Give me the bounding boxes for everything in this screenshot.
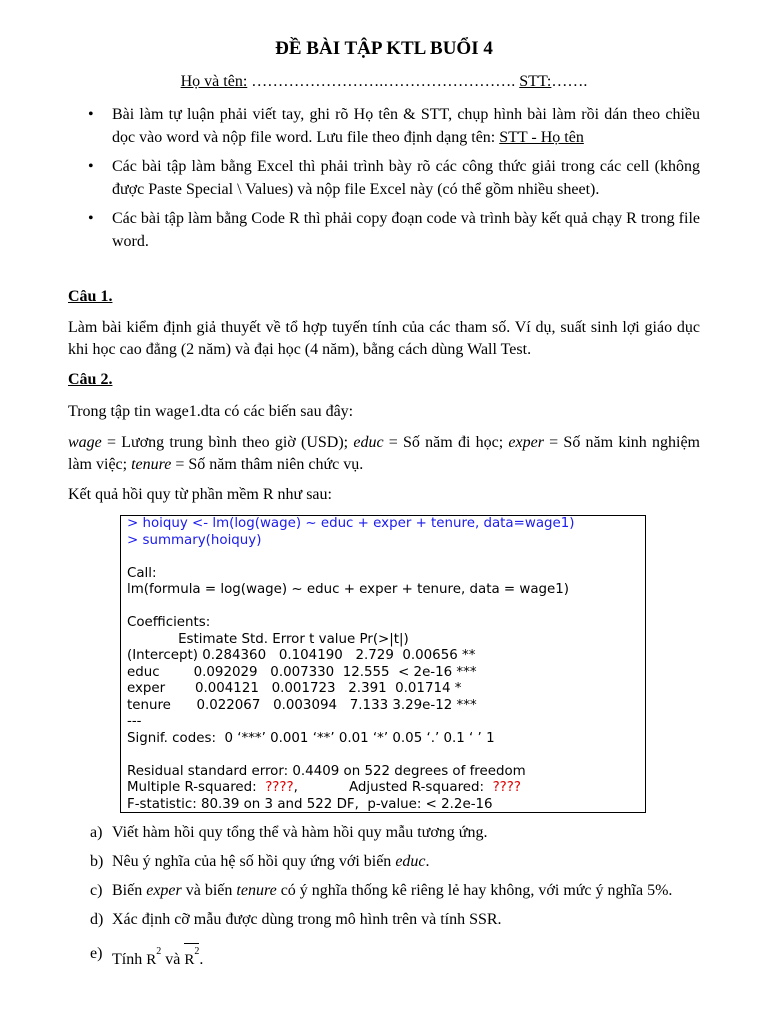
r-fstat: F-statistic: 80.39 on 3 and 522 DF, p-value: < 2.2e-16: [127, 796, 493, 812]
r-residual-se: Residual standard error: 0.4409 on 522 degrees of freedom: [127, 763, 526, 779]
r-coef-row: tenure 0.022067 0.003094 7.133 3.29e-12 ***: [127, 697, 477, 713]
blank-line: [127, 599, 639, 616]
r-signif-codes: Signif. codes: 0 ‘***’ 0.001 ‘**’ 0.01 ‘*’ 0.05 ‘.’ 0.1 ‘ ’ 1: [127, 730, 495, 746]
blank-line: [127, 747, 639, 764]
r-command: > hoiquy <- lm(log(wage) ~ educ + exper + tenure, data=wage1): [127, 516, 575, 531]
questions-list: [68, 822, 700, 978]
r-call: lm(formula = log(wage) ~ educ + exper + tenure, data = wage1): [127, 582, 570, 597]
rule-item: • Bài làm tự luận phải viết tay, ghi rõ Họ tên & STT, chụp hình bài làm rồi dán theo chiều dọc vào word và nộp file word. Lưu file theo định dạng tên: STT - Họ tên: [68, 103, 700, 149]
r-rsquared-line: Multiple R-squared: ????, Adjusted R-squared: ????: [127, 780, 521, 795]
bullet-icon: •: [88, 106, 94, 123]
cau2-intro: Trong tập tin wage1.dta có các biến sau đây:: [68, 403, 354, 420]
cau1-text: Làm bài kiểm định giả thuyết về tổ hợp tuyến tính của các tham số. Ví dụ, suất sinh lợi giáo dục khi học cao đẳng (2 năm) và đại học (4 năm), bằng cách dùng Wall Test.: [68, 319, 700, 358]
cau1-heading: Câu 1.: [68, 288, 113, 305]
question-item: a) Viết hàm hồi quy tổng thể và hàm hồi quy mẫu tương ứng.: [90, 824, 488, 841]
question-item: e) Tính $R^2$ và $R^2$.: [68, 943, 700, 971]
rule-item: • Các bài tập làm bằng Excel thì phải trình bày rõ các công thức giải trong các cell (không được Paste Special \ Values) và nộp file Excel này (có thể gồm nhiều sheet).: [68, 155, 700, 201]
r-coef-label: Coefficients:: [127, 615, 211, 630]
name-dots: …………………….…………………….: [247, 73, 520, 90]
r-separator: ---: [127, 714, 142, 729]
r-squared-symbol: $R^2$: [146, 946, 162, 968]
blank-line: [127, 549, 639, 566]
cau2-result-intro: Kết quả hồi quy từ phần mềm R như sau:: [68, 486, 332, 503]
rules-list: [68, 103, 700, 259]
r-command: > summary(hoiquy): [127, 532, 262, 548]
r-call-label: Call:: [127, 565, 157, 581]
page-title: ĐỀ BÀI TẬP KTL BUỔI 4: [275, 38, 493, 59]
name-label: Họ và tên:: [180, 73, 248, 90]
question-item: c) Biến exper và biến tenure có ý nghĩa thống kê riêng lẻ hay không, với mức ý nghĩa 5%.: [90, 882, 673, 899]
question-item: b) Nêu ý nghĩa của hệ số hồi quy ứng với biến educ.: [90, 853, 430, 870]
adjusted-r2-missing: ????: [492, 780, 521, 795]
cau2-heading: Câu 2.: [68, 371, 113, 388]
stt-label: STT:: [519, 73, 552, 90]
r-coef-row: educ 0.092029 0.007330 12.555 < 2e-16 ***: [127, 664, 477, 680]
bullet-icon: •: [88, 158, 94, 175]
r-coef-row: (Intercept) 0.284360 0.104190 2.729 0.00656 **: [127, 648, 476, 663]
student-info-line: [0, 73, 768, 91]
question-item: d) Xác định cỡ mẫu được dùng trong mô hình trên và tính SSR.: [90, 911, 502, 928]
adjusted-r-squared-symbol: $R^2$: [184, 943, 199, 971]
r-coef-row: exper 0.004121 0.001723 2.391 0.01714 *: [127, 681, 462, 696]
multiple-r2-missing: ????: [265, 780, 294, 795]
r-output-box: [120, 515, 646, 813]
cau2-variables: wage = Lương trung bình theo giờ (USD); educ = Số năm đi học; exper = Số năm kinh nghiệm làm việc; tenure = Số năm thâm niên chức vụ.: [68, 434, 700, 473]
bullet-icon: •: [88, 210, 94, 227]
r-coef-header: Estimate Std. Error t value Pr(>|t|): [127, 631, 409, 647]
rule-item: • Các bài tập làm bằng Code R thì phải copy đoạn code và trình bày kết quả chạy R trong file word.: [68, 207, 700, 253]
stt-dots: …….: [551, 73, 588, 90]
